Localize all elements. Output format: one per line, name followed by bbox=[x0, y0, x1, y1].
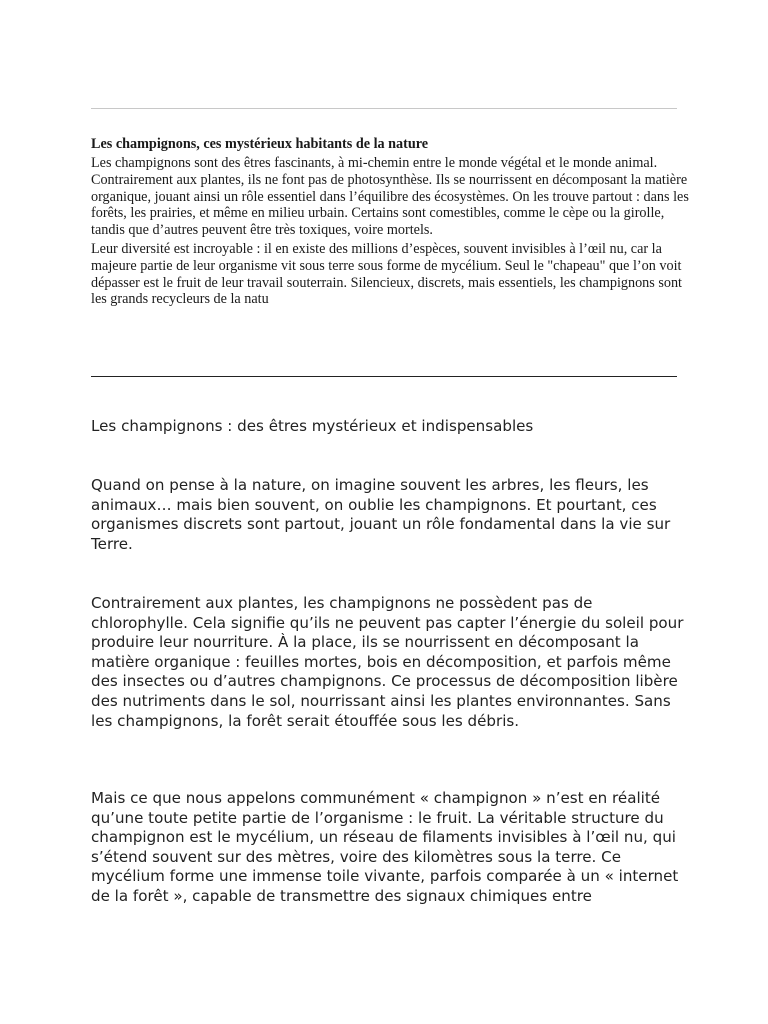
article2-paragraph-3: Mais ce que nous appelons communément « champignon » n’est en réalité qu’une toute petite partie de l’organisme : le fruit. La véritable structure du champignon est le mycélium, un réseau de filaments invisibles à l’œil nu, qui s’étend souvent sur des mètres, voire des kilomètres sous la terre. Ce mycélium forme une immense toile vivante, parfois comparée à un « internet de la forêt », capable de transmettre des signaux chimiques entre bbox=[91, 789, 679, 905]
article1-paragraph-2: Leur diversité est incroyable : il en existe des millions d’espèces, souvent invisibles à l’œil nu, car la majeure partie de leur organisme vit sous terre sous forme de mycélium. Seul le "chapeau" que l’on voit dépasser est le fruit de leur travail souterrain. Silencieux, discrets, mais essentiels, les champignons sont les grands recycleurs de la natu bbox=[91, 240, 682, 308]
article2-paragraph-1: Quand on pense à la nature, on imagine souvent les arbres, les fleurs, les animaux… mais bien souvent, on oublie les champignons. Et pourtant, ces organismes discrets sont partout, jouant un rôle fondamental dans la vie sur Terre. bbox=[91, 476, 671, 553]
article2-paragraph-block-2 bbox=[91, 594, 691, 731]
middle-divider bbox=[91, 376, 677, 377]
top-divider bbox=[91, 108, 677, 109]
article2-paragraph-block-1 bbox=[91, 476, 691, 554]
article2-title-block bbox=[91, 417, 691, 437]
article-serif bbox=[91, 135, 691, 310]
article2-paragraph-block-3 bbox=[91, 789, 691, 907]
article1-paragraph-1: Les champignons sont des êtres fascinants, à mi-chemin entre le monde végétal et le monde animal. Contrairement aux plantes, ils ne font pas de photosynthèse. Ils se nourrissent en décomposant la matière organique, jouant ainsi un rôle essentiel dans l’équilibre des écosystèmes. On les trouve partout : dans les forêts, les prairies, et même en milieu urbain. Certains sont comestibles, comme le cèpe ou la girolle, tandis que d’autres peuvent être très toxiques, voire mortels. bbox=[91, 155, 689, 239]
article2-paragraph-2: Contrairement aux plantes, les champignons ne possèdent pas de chlorophylle. Cela signifie qu’ils ne peuvent pas capter l’énergie du soleil pour produire leur nourriture. À la place, ils se nourrissent en décomposant la matière organique : feuilles mortes, bois en décomposition, et parfois même des insectes ou d’autres champignons. Ce processus de décomposition libère des nutriments dans le sol, nourrissant ainsi les plantes environnantes. Sans les champignons, la forêt serait étouffée sous les débris. bbox=[91, 594, 684, 730]
article1-title: Les champignons, ces mystérieux habitants de la nature bbox=[91, 136, 429, 152]
article2-title: Les champignons : des êtres mystérieux et indispensables bbox=[91, 417, 534, 435]
